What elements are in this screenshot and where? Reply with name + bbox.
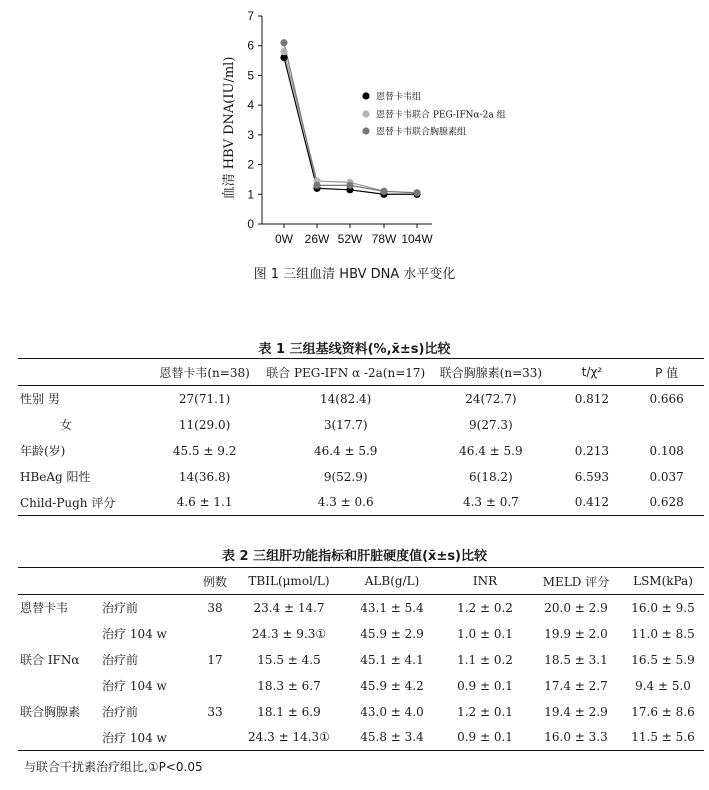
table1-header-blank: [18, 359, 145, 386]
legend-marker: [362, 127, 369, 134]
cell: 17.4 ± 2.7: [544, 678, 608, 693]
table2-header-inr: INR: [472, 574, 498, 588]
cell: 45.9 ± 2.9: [360, 626, 424, 641]
cell: 45.5 ± 9.2: [172, 443, 237, 458]
cell: 4.3 ± 0.6: [317, 495, 374, 510]
cell: 9(27.3): [469, 417, 513, 432]
y-tick-label: 3: [247, 127, 254, 142]
table-row: [18, 725, 704, 751]
y-axis-label: 血清 HBV DNA(IU/ml): [222, 56, 237, 200]
cell: 11(29.0): [178, 417, 231, 432]
cell: 0.9 ± 0.1: [457, 730, 513, 745]
table-row: [18, 464, 704, 490]
cell: 14(36.8): [178, 469, 231, 484]
cell: 9.4 ± 5.0: [635, 678, 691, 693]
group-label: 恩替卡韦: [20, 601, 69, 616]
cell: 0.037: [649, 469, 684, 484]
table-row: [18, 647, 704, 673]
data-point: [346, 182, 353, 189]
cell: 0.666: [649, 391, 684, 406]
stage-label: 治疗前: [102, 705, 139, 719]
cell: 4.3 ± 0.7: [462, 495, 519, 510]
cell: 1.1 ± 0.2: [457, 652, 513, 667]
table2-header-row: [18, 568, 704, 595]
table-row: [18, 595, 704, 621]
cell: 6.593: [574, 469, 610, 484]
stage-label: 治疗前: [102, 601, 139, 616]
table1-header-col2: 联合 PEG-IFN α -2a(n=17): [266, 365, 426, 380]
legend-marker: [362, 110, 369, 117]
data-point: [313, 182, 320, 189]
row-label: 女: [60, 418, 73, 432]
cell: 11.5 ± 5.6: [631, 730, 695, 745]
table-row: [18, 386, 704, 412]
cell: 18.5 ± 3.1: [544, 652, 608, 667]
row-label: 性别 男: [20, 392, 60, 407]
cell: 0.213: [574, 443, 610, 458]
cell: 33: [207, 704, 223, 719]
y-tick-label: 4: [247, 98, 254, 113]
y-tick-label: 7: [247, 9, 254, 23]
y-tick-label: 0: [247, 217, 254, 231]
cell: 45.9 ± 4.2: [360, 678, 424, 693]
cell: 43.1 ± 5.4: [360, 600, 424, 615]
footnote: 与联合干扰素治疗组比,①P<0.05: [24, 760, 203, 774]
cell: 45.1 ± 4.1: [360, 652, 424, 667]
cell: 16.5 ± 5.9: [631, 652, 695, 667]
data-point: [280, 48, 287, 55]
table1-header-row: [18, 359, 704, 386]
table1-header-stat: t/χ²: [581, 365, 603, 379]
table2-caption: 表 2 三组肝功能指标和肝脏硬度值(x̄±s)比较: [222, 549, 487, 564]
cell: [555, 412, 630, 438]
table2-header-alb: ALB(g/L): [364, 574, 420, 588]
cell: [196, 673, 234, 699]
chart-legend: [362, 91, 505, 138]
cell: 43.0 ± 4.0: [360, 704, 424, 719]
y-tick-label: 5: [247, 68, 254, 83]
x-tick-label: 52W: [337, 232, 363, 246]
stage-label: 治疗前: [102, 653, 139, 667]
table-row: [18, 621, 704, 647]
cell: 19.9 ± 2.0: [544, 626, 608, 641]
cell: 14(82.4): [320, 391, 372, 406]
cell: 20.0 ± 2.9: [544, 600, 608, 615]
cell: 9(52.9): [323, 469, 368, 484]
row-label: HBeAg 阳性: [20, 470, 91, 484]
cell: 18.3 ± 6.7: [257, 678, 321, 693]
cell: 17.6 ± 8.6: [631, 704, 695, 719]
data-point: [413, 189, 420, 196]
row-label: Child-Pugh 评分: [20, 495, 116, 510]
cell: 0.108: [649, 443, 684, 458]
stage-label: 治疗 104 w: [102, 730, 167, 745]
cell: 16.0 ± 9.5: [631, 600, 695, 615]
cell: [629, 412, 704, 438]
table1-header-col1: 恩替卡韦(n=38): [159, 365, 250, 380]
baseline-table: [18, 358, 704, 516]
cell: 11.0 ± 8.5: [631, 626, 695, 641]
legend-label: 恩替卡韦联合胸腺素组: [376, 127, 467, 138]
cell: 0.628: [649, 495, 684, 510]
legend-marker: [362, 92, 369, 99]
cell: 3(17.7): [323, 417, 368, 432]
table-row: [18, 490, 704, 516]
hbv-dna-line-chart: [0, 0, 709, 260]
table-row: [18, 673, 704, 699]
cell: 46.4 ± 5.9: [459, 443, 523, 458]
cell: 4.6 ± 1.1: [176, 495, 233, 510]
cell: 24(72.7): [465, 391, 517, 406]
x-tick-label: 78W: [371, 232, 397, 246]
liver-function-table: [18, 567, 704, 751]
cell: 16.0 ± 3.3: [544, 730, 608, 745]
y-tick-label: 2: [247, 157, 254, 172]
table2-header-tbil: TBIL(μmol/L): [248, 574, 330, 588]
cell: 24.3 ± 9.3①: [251, 626, 327, 641]
table-row: [18, 699, 704, 725]
x-tick-label: 0W: [275, 232, 293, 246]
x-tick-label: 104W: [401, 232, 433, 246]
y-tick-label: 6: [247, 38, 254, 53]
data-point: [380, 188, 387, 195]
cell: 38: [207, 600, 223, 615]
stage-label: 治疗 104 w: [102, 679, 167, 693]
group-label: 联合 IFNα: [20, 653, 80, 667]
cell: 0.412: [574, 495, 610, 510]
legend-label: 恩替卡韦组: [376, 92, 422, 103]
row-label: 年龄(岁): [20, 444, 66, 458]
table1-header-col3: 联合胸腺素(n=33): [439, 365, 543, 380]
table2-header-n: 例数: [202, 574, 227, 589]
table2-header-meld: MELD 评分: [542, 574, 610, 589]
cell: 45.8 ± 3.4: [360, 730, 424, 745]
cell: 46.4 ± 5.9: [313, 443, 378, 458]
cell: 17: [207, 652, 223, 667]
table1-header-p: P 值: [655, 365, 679, 380]
group-label: [18, 673, 100, 699]
cell: 6(18.2): [469, 469, 513, 484]
group-label: 联合胸腺素: [20, 705, 81, 719]
cell: 1.2 ± 0.1: [457, 704, 513, 719]
cell: 24.3 ± 14.3①: [248, 730, 330, 745]
cell: [196, 621, 234, 647]
cell: 1.0 ± 0.1: [457, 626, 513, 641]
cell: 18.1 ± 6.9: [257, 704, 321, 719]
cell: 0.812: [574, 391, 610, 406]
group-label: [18, 725, 100, 751]
stage-label: 治疗 104 w: [102, 627, 167, 641]
legend-label: 恩替卡韦联合 PEG-IFNα-2a 组: [376, 110, 506, 121]
table-row: [18, 438, 704, 464]
cell: 23.4 ± 14.7: [253, 600, 325, 615]
cell: 1.2 ± 0.2: [457, 600, 513, 615]
cell: [196, 725, 234, 751]
group-label: [18, 621, 100, 647]
table2-header-stage: [100, 568, 196, 595]
table2-header-group: [18, 568, 100, 595]
table-row: [18, 412, 704, 438]
y-tick-label: 1: [247, 187, 254, 202]
series-line: [284, 58, 417, 195]
cell: 27(71.1): [178, 391, 231, 406]
table1-caption: 表 1 三组基线资料(%,x̄±s)比较: [258, 342, 451, 357]
cell: 15.5 ± 4.5: [257, 652, 321, 667]
x-tick-label: 26W: [304, 232, 330, 246]
table2-header-lsm: LSM(kPa): [633, 574, 693, 588]
series-line: [284, 52, 417, 193]
cell: 19.4 ± 2.9: [544, 704, 608, 719]
figure-caption: 图 1 三组血清 HBV DNA 水平变化: [253, 267, 456, 282]
cell: 0.9 ± 0.1: [457, 678, 513, 693]
data-point: [280, 39, 287, 46]
